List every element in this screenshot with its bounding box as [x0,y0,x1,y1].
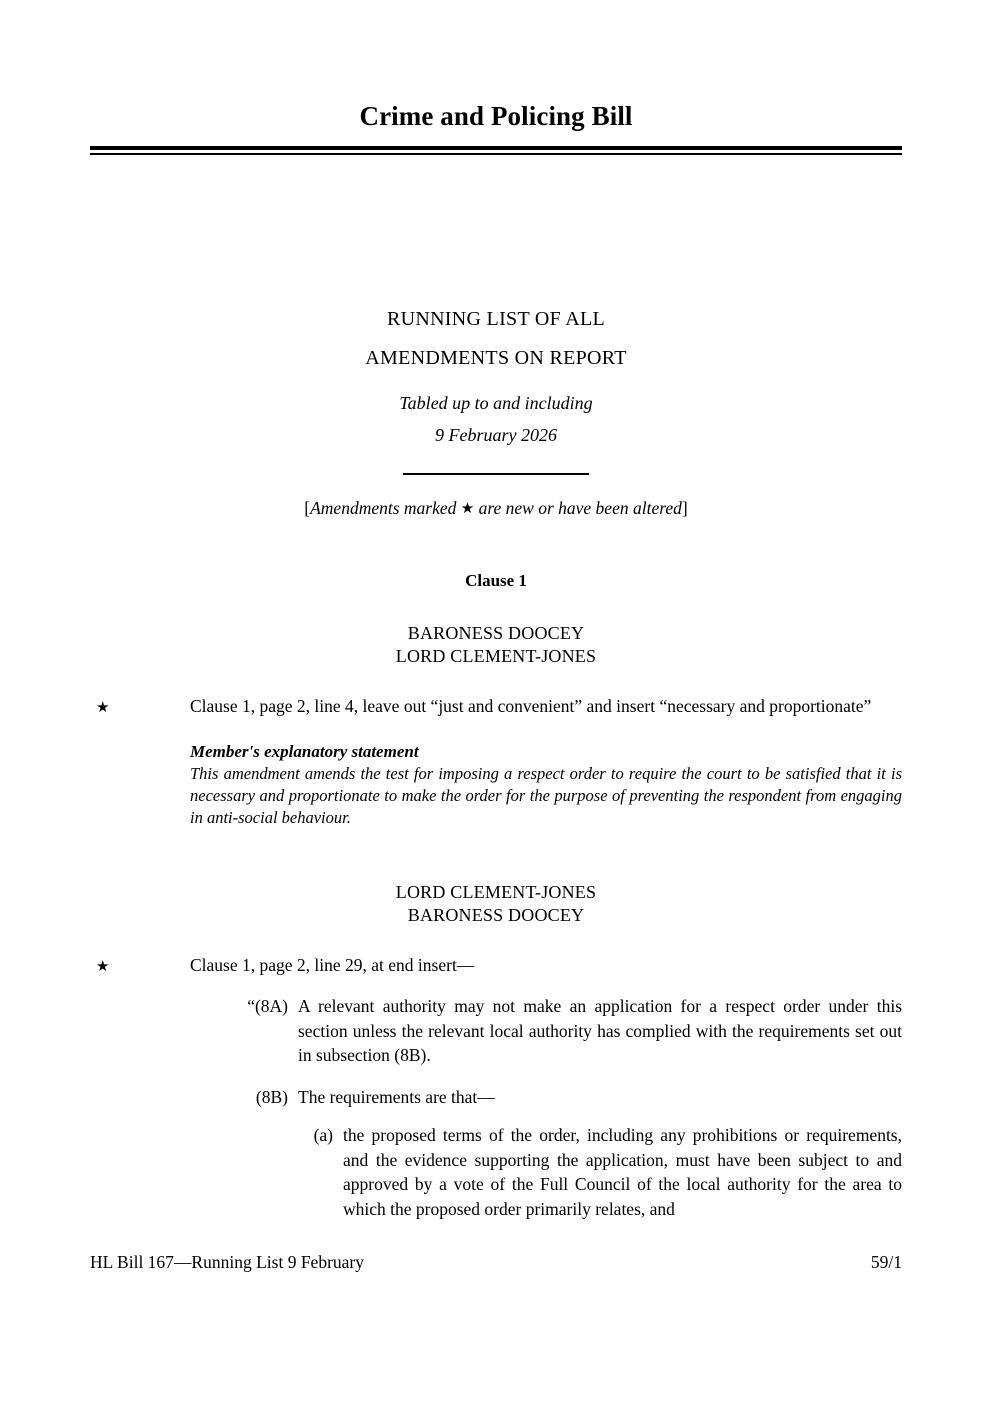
amendment-entry [90,694,902,718]
page-footer [90,1252,902,1273]
masthead-rule-thick [90,146,902,150]
subsection-label: “(8A) [247,996,288,1016]
footer-page-number: 59/1 [870,1252,902,1272]
amendments-body [90,570,902,1221]
explanatory-statement [190,740,902,829]
subsection-text: The requirements are that— [298,1086,495,1107]
sponsor-name: BARONESS DOOCEY [407,623,585,643]
sponsor-block-1 [90,622,902,667]
amendment-text: Clause 1, page 2, line 4, leave out “just and convenient” and insert “necessary and proportionate” [190,696,872,716]
sponsor-block-2 [90,881,902,926]
paragraph-label: (a) [313,1125,333,1145]
inserted-subsection-8b [190,1085,902,1110]
tabled-label: Tabled up to and including [399,393,593,413]
starred-amendments-note [90,498,902,519]
note-text-after-star: are new or have been altered [474,498,682,518]
running-list-line-1: RUNNING LIST OF ALL [386,308,606,330]
amendment-text: Clause 1, page 2, line 29, at end insert— [190,955,475,975]
note-text-before-star: Amendments marked [310,498,461,518]
heading-divider-rule [403,473,589,475]
footer-bill-reference: HL Bill 167—Running List 9 February [90,1252,364,1272]
sponsor-name: BARONESS DOOCEY [407,904,585,925]
tabled-date: 9 February 2026 [435,425,557,445]
sponsor-name: LORD CLEMENT-JONES [395,882,597,902]
clause-heading: Clause 1 [465,571,527,590]
subsection-label: (8B) [255,1086,288,1107]
explanatory-statement-body: This amendment amends the test for imposing a respect order to require the court to be satisfied that it is necessary and proportionate to make the order for the purpose of preventing the respondent from engaging in anti-social behaviour. [190,764,902,827]
masthead-rule-thin [90,153,902,155]
note-open-bracket: [ [304,498,311,518]
note-close-bracket: ] [681,498,688,518]
inserted-paragraph-a [235,1123,902,1221]
explanatory-statement-title: Member's explanatory statement [190,742,419,761]
star-icon: ★ [96,700,110,716]
sponsor-name: LORD CLEMENT-JONES [395,645,597,666]
masthead [90,100,902,155]
paragraph-text: the proposed terms of the order, including any prohibitions or requirements, and the evidence supporting the application, must have been subject to and approved by a vote of the Full Council of the local authority for the area to which the proposed order primarily relates, and [343,1125,902,1219]
inserted-subsection-8a [190,994,902,1068]
page-title: Crime and Policing Bill [359,101,633,131]
star-icon: ★ [96,959,110,975]
document-heading-block [90,300,902,475]
running-list-line-2: AMENDMENTS ON REPORT [365,347,627,369]
star-icon: ★ [460,501,475,517]
amendment-entry [90,953,902,977]
subsection-text: A relevant authority may not make an application for a respect order under this section unless the relevant local authority has complied with the requirements set out in subsection (8B). [298,996,902,1065]
